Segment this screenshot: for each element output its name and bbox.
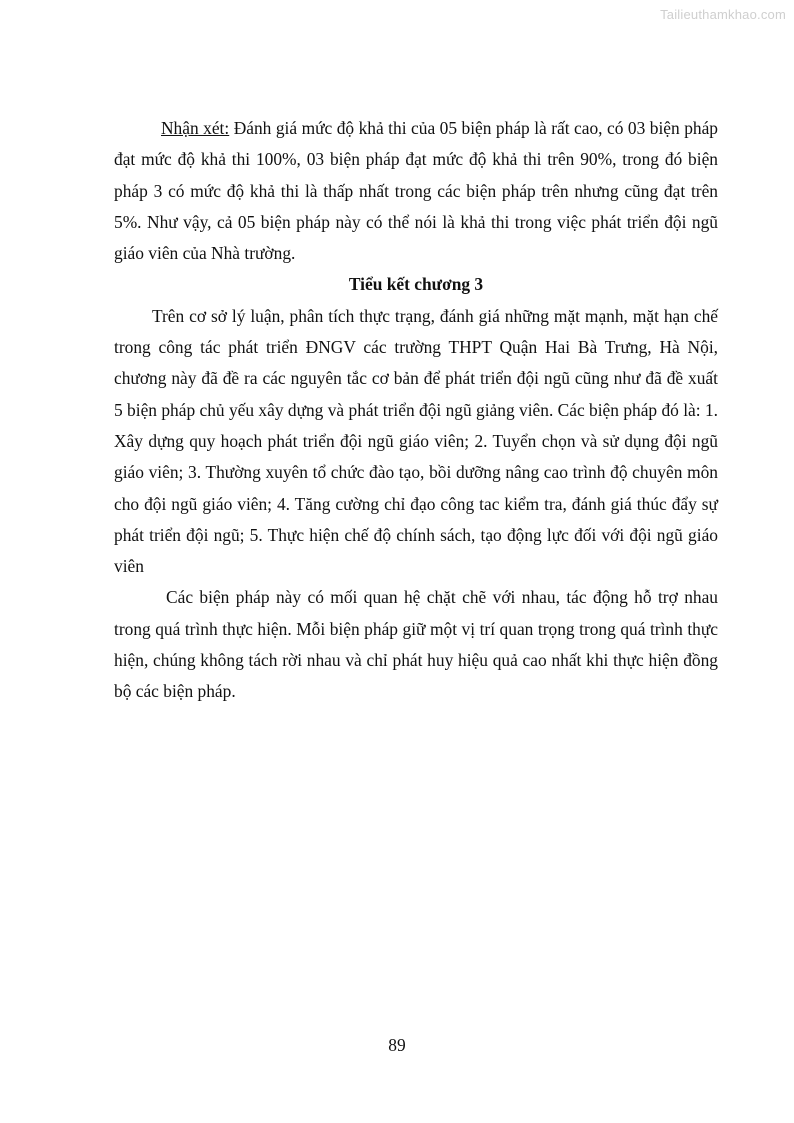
watermark-text: Tailieuthamkhao.com (660, 7, 786, 22)
page-number: 89 (388, 1035, 406, 1055)
document-body (114, 113, 718, 708)
relationship-paragraph: Các biện pháp này có mối quan hệ chặt chẽ với nhau, tác động hỗ trợ nhau trong quá trình thực hiện. Mỗi biện pháp giữ một vị trí quan trọng trong quá trình thực hiện, chúng không tách rời nhau và chỉ phát huy hiệu quả cao nhất khi thực hiện đồng bộ các biện pháp. (114, 587, 718, 702)
remark-text: Đánh giá mức độ khả thi của 05 biện pháp là rất cao, có 03 biện pháp đạt mức độ khả thi 100%, 03 biện pháp đạt mức độ khả thi trên 90%, trong đó biện pháp 3 có mức độ khả thi là thấp nhất trong các biện pháp trên nhưng cũng đạt trên 5%. Như vậy, cả 05 biện pháp này có thể nói là khả thi trong việc phát triển đội ngũ giáo viên của Nhà trường. (114, 118, 718, 264)
summary-paragraph: Trên cơ sở lý luận, phân tích thực trạng, đánh giá những mặt mạnh, mặt hạn chế trong công tác phát triển ĐNGV các trường THPT Quận Hai Bà Trưng, Hà Nội, chương này đã đề ra các nguyên tắc cơ bản để phát triển đội ngũ cũng như đã đề xuất 5 biện pháp chủ yếu xây dựng và phát triển đội ngũ giảng viên. Các biện pháp đó là: 1. Xây dựng quy hoạch phát triển đội ngũ giáo viên; 2. Tuyển chọn và sử dụng đội ngũ giáo viên; 3. Thường xuyên tổ chức đào tạo, bồi dưỡng nâng cao trình độ chuyên môn cho đội ngũ giáo viên; 4. Tăng cường chỉ đạo công tac kiểm tra, đánh giá thúc đẩy sự phát triển đội ngũ; 5. Thực hiện chế độ chính sách, tạo động lực đối với đội ngũ giáo viên (114, 305, 718, 577)
remark-label: Nhận xét: (161, 118, 230, 138)
remark-paragraph (114, 113, 718, 269)
section-heading: Tiểu kết chương 3 (348, 274, 484, 295)
